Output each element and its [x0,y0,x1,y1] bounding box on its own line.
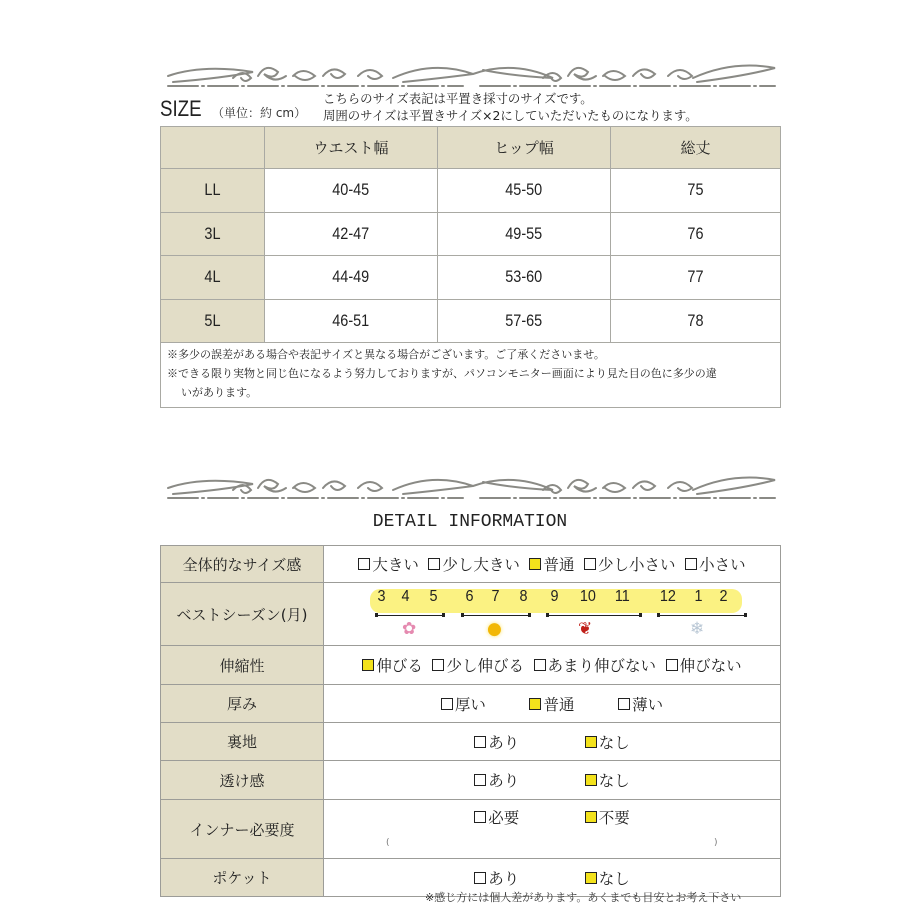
detail-row-inner-needed [161,800,781,859]
checkbox-icon [584,558,596,570]
paren-right: ) [714,838,718,848]
month-label: 12 [659,588,676,605]
option-large: 大きい [358,553,419,575]
detail-label: 透け感 [161,761,324,800]
checkbox-icon [666,659,678,671]
option-slightly-large: 少し大きい [428,553,520,575]
checkbox-icon [428,558,440,570]
hip-value: 45-50 [438,169,611,213]
option-not-stretchy: 伸びない [666,654,742,676]
size-note-1: ※多少の誤差がある場合や表記サイズと異なる場合がございます。ご了承くださいませ。 [167,349,605,361]
checkbox-icon [685,558,697,570]
checkbox-checked-icon [585,774,597,786]
month-label: 7 [491,588,500,605]
checkbox-icon [474,736,486,748]
option-slightly-stretchy: 少し伸びる [432,654,524,676]
detail-footnote: ※感じ方には個人差があります。あくまでも目安とお考え下さい [425,891,742,904]
detail-row-overall-size [161,546,781,583]
option-not-needed: 不要 [585,806,630,828]
option-no: なし [585,731,630,753]
size-notes [161,343,781,408]
month-label: 11 [614,588,630,605]
detail-options [324,761,781,800]
month-label: 3 [377,588,386,605]
option-no: なし [585,867,630,889]
size-header [160,90,785,126]
size-header-hip: ヒップ幅 [438,127,611,169]
detail-label: 裏地 [161,723,324,761]
season-bracket-autumn [546,612,642,616]
detail-options [324,685,781,723]
size-label: LL [161,169,265,213]
hip-value: 53-60 [438,256,611,300]
detail-row-sheerness [161,761,781,800]
option-yes: あり [474,731,519,753]
table-row [161,212,781,256]
waist-value: 46-51 [265,299,438,343]
detail-row-thickness [161,685,781,723]
detail-label: インナー必要度 [161,800,324,859]
season-bracket-spring [375,612,445,616]
detail-label: ベストシーズン(月) [161,583,324,646]
hip-value: 57-65 [438,299,611,343]
month-label: 1 [694,588,703,605]
waist-value: 40-45 [265,169,438,213]
option-slightly-small: 少し小さい [584,553,676,575]
size-note-line: こちらのサイズ表記は平置き採寸のサイズです。 [323,91,593,106]
size-notes-row [161,343,781,408]
detail-table [160,545,781,897]
length-value: 78 [611,299,781,343]
size-label: 5L [161,299,265,343]
checkbox-checked-icon [585,736,597,748]
length-value: 75 [611,169,781,213]
size-header-waist: ウエスト幅 [265,127,438,169]
checkbox-icon [534,659,546,671]
detail-options [324,800,781,859]
length-value: 77 [611,256,781,300]
detail-title: DETAIL INFORMATION [372,512,568,532]
option-thick: 厚い [441,693,486,715]
size-table-header-row [161,127,781,169]
checkbox-icon [432,659,444,671]
scroll-ornament-icon [163,470,780,506]
length-value: 76 [611,212,781,256]
checkbox-icon [618,698,630,710]
checkbox-icon [474,872,486,884]
size-header-corner [161,127,265,169]
waist-value: 42-47 [265,212,438,256]
snowflake-icon: ❄ [690,619,705,639]
table-row [161,169,781,213]
checkbox-checked-icon [529,698,541,710]
option-not-very-stretchy: あまり伸びない [534,654,657,676]
paren-left: ( [386,838,390,848]
detail-label: 全体的なサイズ感 [161,546,324,583]
size-header-length: 総丈 [611,127,781,169]
month-label: 8 [519,588,528,605]
month-label: 5 [429,588,438,605]
hip-value: 49-55 [438,212,611,256]
size-note-line: 周囲のサイズは平置きサイズ×2にしていただいたものになります。 [323,108,698,123]
ornamental-divider-detail [163,470,780,506]
option-normal: 普通 [529,553,574,575]
detail-label: 厚み [161,685,324,723]
detail-options [324,546,781,583]
season-chart [324,583,781,646]
checkbox-icon [441,698,453,710]
size-note [323,90,698,124]
detail-row-stretch [161,646,781,685]
scroll-ornament-icon [163,58,780,94]
checkbox-checked-icon [585,811,597,823]
waist-value: 44-49 [265,256,438,300]
checkbox-checked-icon [585,872,597,884]
checkbox-checked-icon [529,558,541,570]
season-bracket-winter [657,612,747,616]
checkbox-checked-icon [362,659,374,671]
option-yes: あり [474,769,519,791]
detail-options [324,646,781,685]
table-row [161,299,781,343]
size-label: 4L [161,256,265,300]
month-label: 2 [719,588,728,605]
table-row [161,256,781,300]
size-label: 3L [161,212,265,256]
option-stretchy: 伸びる [362,654,423,676]
checkbox-icon [358,558,370,570]
option-thin: 薄い [618,693,663,715]
detail-label: ポケット [161,859,324,897]
month-label: 6 [465,588,474,605]
option-small: 小さい [685,553,746,575]
month-label: 10 [579,588,596,605]
checkbox-icon [474,811,486,823]
month-label: 9 [550,588,559,605]
option-needed: 必要 [474,806,519,828]
detail-options [324,723,781,761]
size-unit: （単位：約 cm） [212,106,307,120]
season-bracket-summer [461,612,531,616]
detail-label: 伸縮性 [161,646,324,685]
checkbox-icon [474,774,486,786]
cherry-blossom-icon: ✿ [402,619,417,639]
detail-row-lining [161,723,781,761]
size-table [160,126,781,408]
detail-row-best-season [161,583,781,646]
size-note-2: ※できる限り実物と同じ色になるよう努力しておりますが、パソコンモニター画面により見た目の色に多少の違 [167,368,717,380]
option-yes: あり [474,867,519,889]
size-title: SIZE [160,96,202,121]
sunflower-icon: ● [487,619,502,639]
maple-leaf-icon: ❦ [578,619,593,639]
ornamental-divider-top [163,58,780,94]
size-note-2-cont: いがあります。 [181,387,258,399]
option-no: なし [585,769,630,791]
option-normal: 普通 [529,693,574,715]
month-label: 4 [401,588,410,605]
